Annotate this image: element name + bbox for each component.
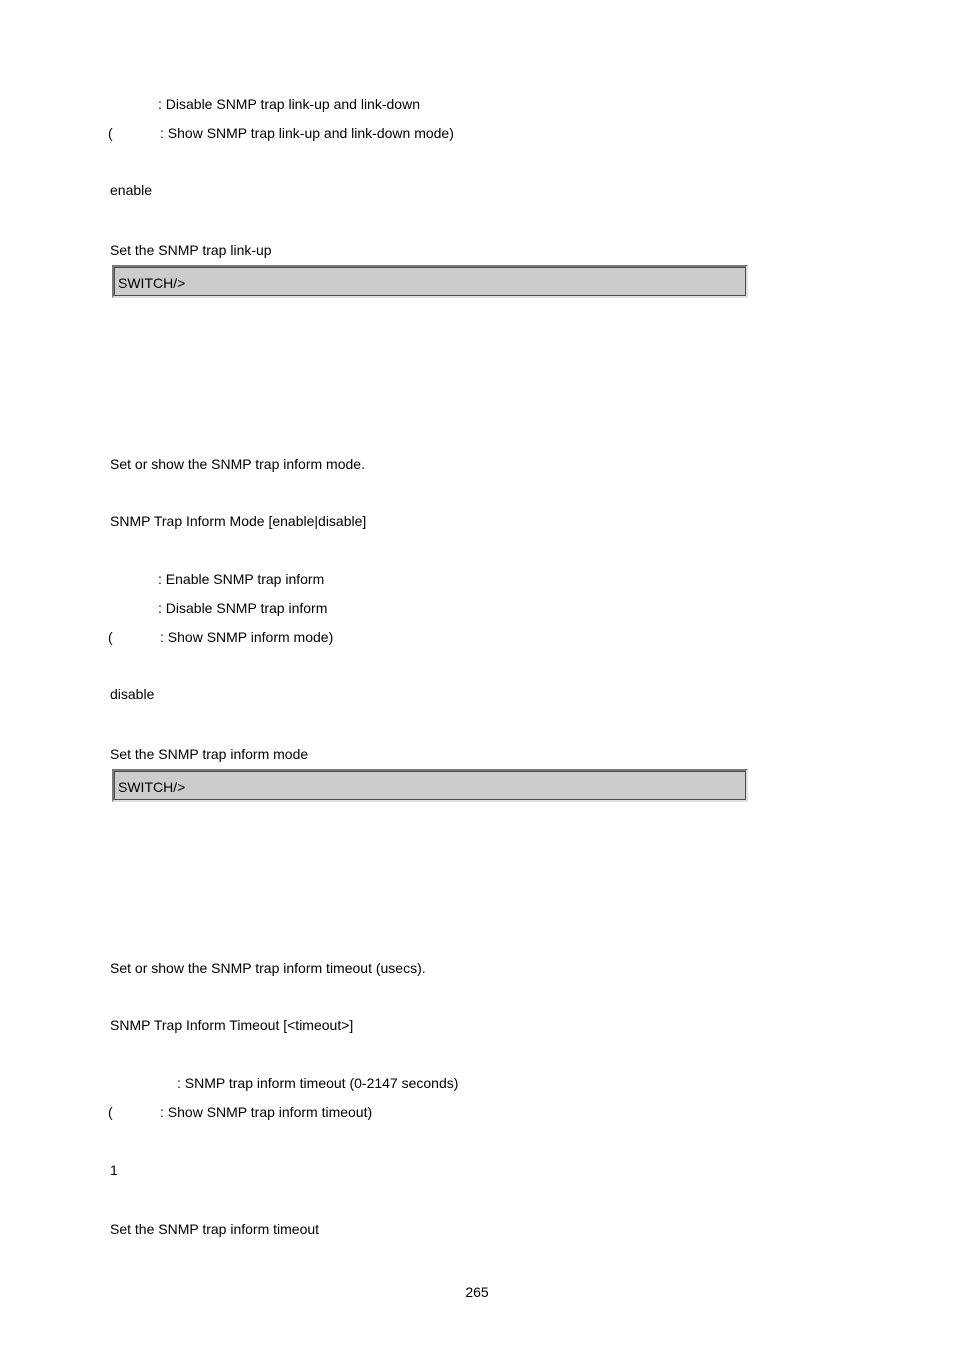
param-show-paren: (: [108, 629, 113, 645]
page-number: 265: [465, 1284, 489, 1300]
default-value: enable: [110, 182, 153, 198]
param-disable-text: : Disable SNMP trap link-up and link-down: [158, 96, 420, 112]
example-description: Set the SNMP trap inform timeout: [110, 1221, 320, 1237]
example-description: Set the SNMP trap link-up: [110, 242, 272, 258]
param-show-paren: (: [108, 125, 113, 141]
console-example-box: [112, 265, 748, 298]
console-example-box: [112, 769, 748, 802]
param-show-paren: (: [108, 1104, 113, 1120]
param-show-text: : Show SNMP inform mode): [160, 629, 334, 645]
default-value: disable: [110, 686, 155, 702]
command-syntax: SNMP Trap Inform Mode [enable|disable]: [110, 513, 367, 529]
param-show-text: : Show SNMP trap link-up and link-down mode): [160, 125, 454, 141]
param-timeout-text: : SNMP trap inform timeout (0-2147 seconds): [177, 1075, 459, 1091]
example-description: Set the SNMP trap inform mode: [110, 746, 309, 762]
section-description: Set or show the SNMP trap inform mode.: [110, 456, 365, 472]
default-value: 1: [110, 1162, 118, 1178]
command-syntax: SNMP Trap Inform Timeout [<timeout>]: [110, 1017, 354, 1033]
section-description: Set or show the SNMP trap inform timeout (usecs).: [110, 960, 426, 976]
param-show-text: : Show SNMP trap inform timeout): [160, 1104, 373, 1120]
param-enable-text: : Enable SNMP trap inform: [158, 571, 325, 587]
console-prompt: SWITCH/>: [118, 275, 186, 291]
param-disable-text: : Disable SNMP trap inform: [158, 600, 328, 616]
console-prompt: SWITCH/>: [118, 779, 186, 795]
